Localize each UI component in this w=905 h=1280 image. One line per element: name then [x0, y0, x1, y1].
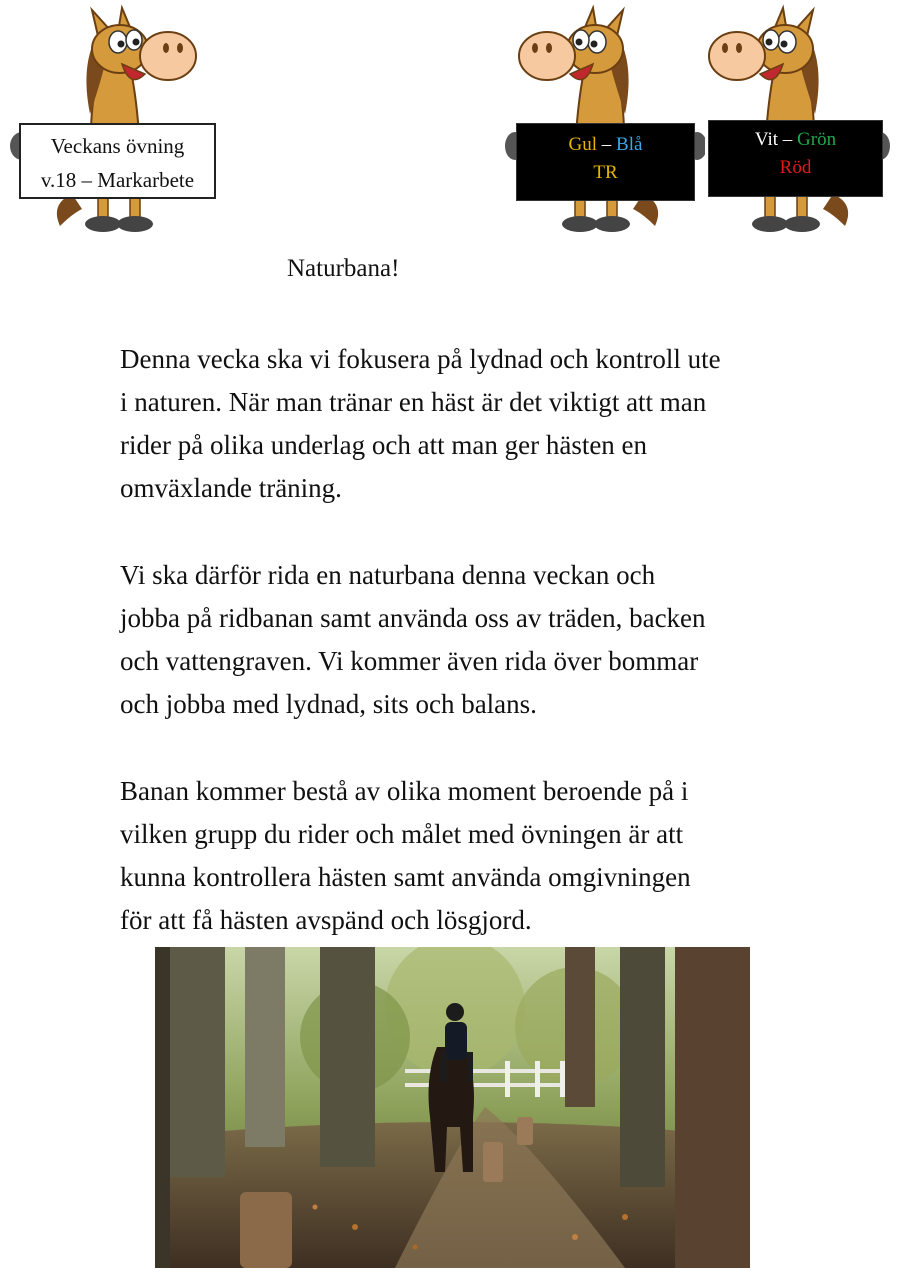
paragraph-line: för att få hästen avspänd och lösgjord.	[120, 905, 532, 935]
paragraph-line: kunna kontrollera hästen samt använda omgivningen	[120, 862, 691, 892]
paragraph-line: vilken grupp du rider och målet med övningen är att	[120, 819, 684, 849]
group-sign-yellow-blue	[516, 123, 695, 201]
group-label-dash: –	[782, 129, 793, 150]
group-label-vit: Vit	[754, 129, 779, 150]
paragraph-line: omväxlande träning.	[120, 473, 342, 503]
rider-on-horse-in-forest-photo	[155, 947, 750, 1268]
paragraph-2	[120, 554, 820, 726]
paragraph-line: Banan kommer bestå av olika moment beroende på i	[120, 776, 689, 806]
mascot-horse-left	[10, 4, 210, 234]
group-label-dash: –	[601, 134, 612, 155]
group-label-bla: Blå	[616, 134, 643, 155]
paragraph-line: och vattengraven. Vi kommer även rida över bommar	[120, 646, 699, 676]
group-label-tr: TR	[593, 162, 618, 183]
paragraph-line: i naturen. När man tränar en häst är det viktigt att man	[120, 387, 707, 417]
group-sign-yellow-blue-line1	[517, 130, 694, 160]
cartoon-horse-icon	[10, 4, 210, 234]
paragraph-line: jobba på ridbanan samt använda oss av träden, backen	[120, 603, 706, 633]
group-label-gron: Grön	[797, 129, 837, 150]
mascot-horse-right	[695, 4, 895, 234]
week-sign	[19, 123, 216, 199]
paragraph-line: och jobba med lydnad, sits och balans.	[120, 689, 537, 719]
paragraph-line: Denna vecka ska vi fokusera på lydnad och kontroll ute	[120, 344, 721, 374]
paragraph-line: rider på olika underlag och att man ger hästen en	[120, 430, 648, 460]
group-label-rod: Röd	[779, 157, 812, 178]
paragraph-3	[120, 770, 820, 942]
week-sign-subtitle: v.18 – Markarbete	[40, 168, 195, 192]
group-sign-white-green-line1	[709, 125, 882, 155]
week-sign-title: Veckans övning	[50, 134, 185, 158]
paragraph-line: Vi ska därför rida en naturbana denna veckan och	[120, 560, 656, 590]
group-sign-white-green	[708, 120, 883, 197]
group-label-gul: Gul	[568, 134, 598, 155]
page-title: Naturbana!	[287, 255, 400, 282]
cartoon-horse-icon	[695, 4, 895, 234]
paragraph-1	[120, 338, 820, 510]
